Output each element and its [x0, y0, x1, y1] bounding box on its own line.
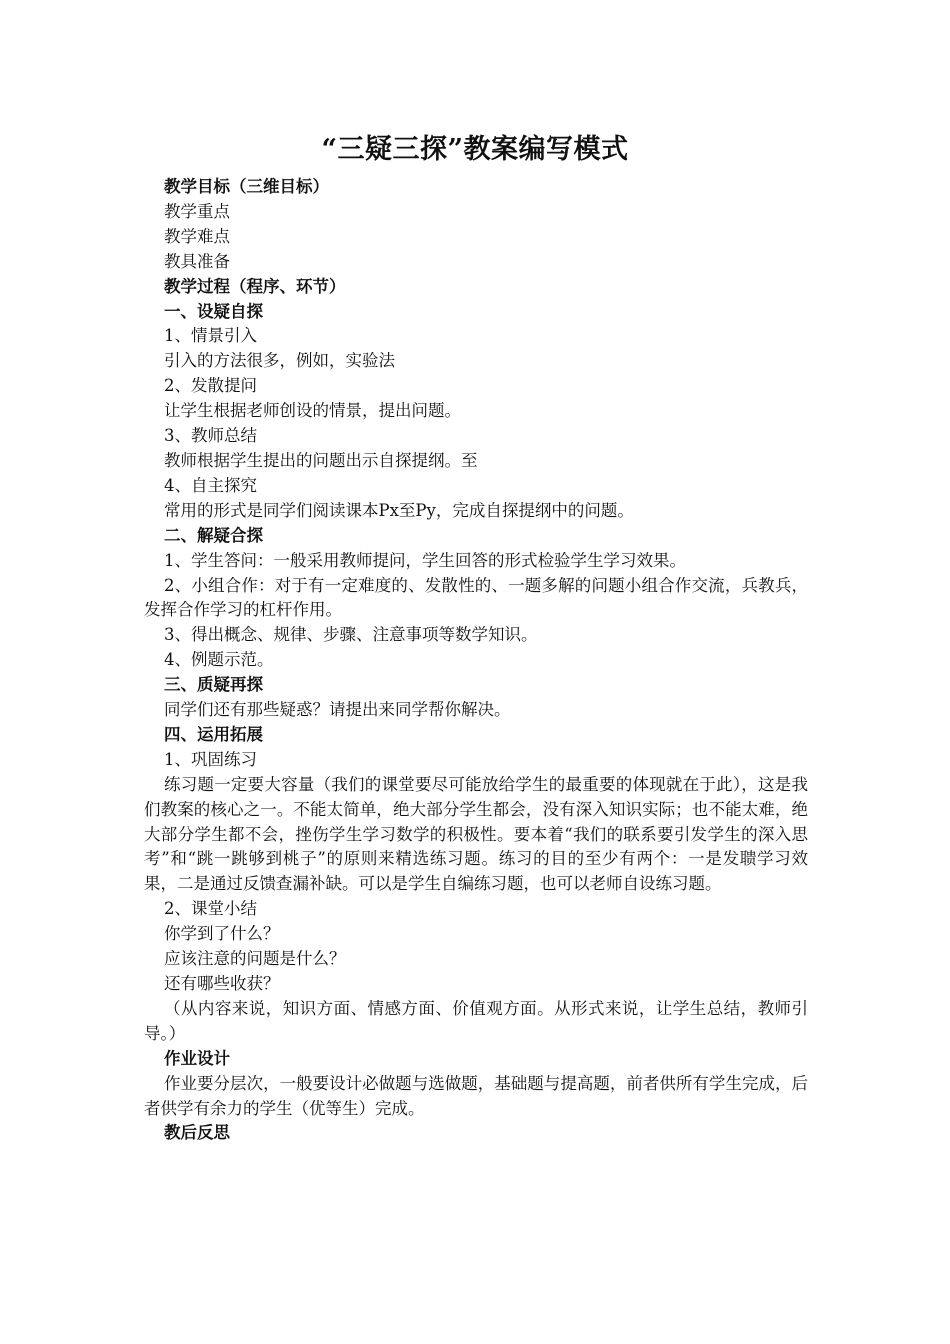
body-paragraph: 2、发散提问: [164, 376, 257, 396]
body-paragraph: （从内容来说，知识方面、情感方面、价值观方面。从形式来说，让学生总结，教师引导。）: [144, 998, 808, 1043]
body-paragraph: 4、自主探究: [164, 475, 257, 495]
body-paragraph: 2、课堂小结: [164, 899, 257, 919]
body-paragraph: 同学们还有那些疑惑？请提出来同学帮你解决。: [164, 700, 511, 720]
section-heading: 作业设计: [164, 1048, 230, 1068]
body-paragraph: 3、教师总结: [164, 426, 257, 446]
body-paragraph: 应该注意的问题是什么？: [164, 949, 346, 969]
body-paragraph: 作业要分层次，一般要设计必做题与选做题，基础题与提高题，前者供所有学生完成，后者供学有余力的学生（优等生）完成。: [144, 1073, 808, 1118]
section-heading: 二、解疑合探: [164, 525, 263, 545]
section-heading: 教学过程（程序、环节）: [164, 276, 346, 296]
body-paragraph: 引入的方法很多，例如，实验法: [164, 351, 395, 371]
body-paragraph: 1、巩固练习: [164, 749, 257, 769]
body-paragraph: 教具准备: [164, 251, 230, 271]
section-heading: 一、设疑自探: [164, 301, 263, 321]
body-paragraph: 你学到了什么？: [164, 924, 280, 944]
body-paragraph: 教师根据学生提出的问题出示自探提纲。至: [164, 450, 478, 470]
section-heading: 三、质疑再探: [164, 675, 263, 695]
body-paragraph: 常用的形式是同学们阅读课本Px至Py，完成自探提纲中的问题。: [164, 500, 634, 520]
body-paragraph: 3、得出概念、规律、步骤、注意事项等数学知识。: [164, 625, 538, 645]
body-paragraph: 1、情景引入: [164, 326, 257, 346]
body-paragraph: 2、小组合作：对于有一定难度的、发散性的、一题多解的问题小组合作交流，兵教兵，发挥合作学习的杠杆作用。: [144, 575, 808, 620]
body-paragraph: 让学生根据老师创设的情景，提出问题。: [164, 401, 461, 421]
body-paragraph: 教学重点: [164, 201, 230, 221]
document-body: [144, 175, 808, 1146]
body-paragraph: 练习题一定要大容量（我们的课堂要尽可能放给学生的最重要的体现就在于此），这是我们教案的核心之一。不能太简单，绝大部分学生都会，没有深入知识实际；也不能太难，绝大部分学生都不会，挫伤学生学习数学的积极性。要本着“我们的联系要引发学生的深入思考”和“跳一跳够到桃子”的原则来精选练习题。练习的目的至少有两个：一是发聩学习效果，二是通过反馈查漏补缺。可以是学生自编练习题，也可以老师自设练习题。: [144, 774, 808, 894]
body-paragraph: 教学难点: [164, 226, 230, 246]
document-title: “三疑三探”教案编写模式: [321, 134, 629, 165]
body-paragraph: 1、学生答问：一般采用教师提问，学生回答的形式检验学生学习效果。: [164, 550, 686, 570]
section-heading: 教学目标（三维目标）: [164, 177, 329, 196]
body-paragraph: 还有哪些收获？: [164, 974, 280, 993]
body-paragraph: 4、例题示范。: [164, 650, 274, 670]
section-heading: 四、运用拓展: [164, 724, 263, 744]
section-heading: 教后反思: [164, 1123, 230, 1143]
